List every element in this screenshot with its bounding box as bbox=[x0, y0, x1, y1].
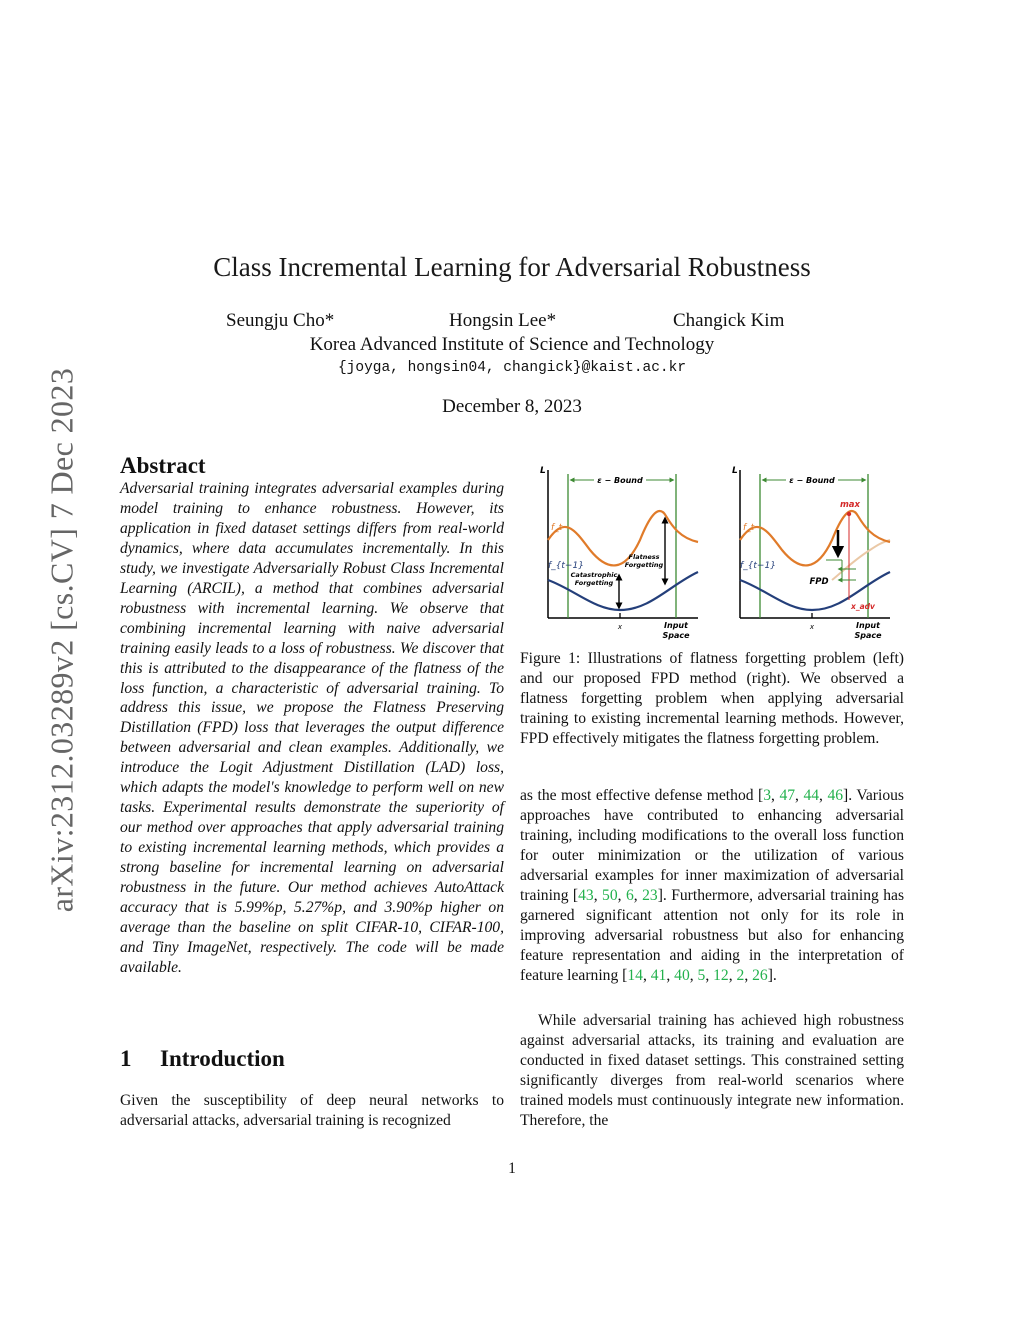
col2-paragraph-1: as the most effective defense method [3, 47, 44, 46]. Various approaches have contributed to enhancing adversarial training, including modifications to the overall loss function for outer minimization or the utilization of various adversarial examples for inner maximization of adversarial training [43, 50, 6, 23]. Furthermore, adversarial training has garnered significant attention not only for its role in improving adversarial robustness but also for enhancing feature representation and aiding in the interpretation of feature learning [14, 41, 40, 5, 12, 2, 26]. bbox=[520, 787, 905, 984]
right-ft-label: f_t bbox=[743, 523, 755, 533]
left-ft-label: f_t bbox=[551, 523, 563, 533]
left-annotation-2a: Catastrophic bbox=[570, 571, 618, 579]
citation-link[interactable]: 50 bbox=[602, 887, 618, 904]
paper-title: Class Incremental Learning for Adversarial Robustness bbox=[213, 252, 811, 282]
right-bound-label: ε − Bound bbox=[789, 476, 835, 485]
right-xadv-label: x_adv bbox=[851, 602, 875, 611]
author-1: Seungju Cho* bbox=[226, 310, 335, 331]
figure-1 bbox=[520, 460, 904, 648]
section-number: 1 bbox=[120, 1046, 132, 1071]
citation-link[interactable]: 3 bbox=[763, 787, 772, 804]
citation-link[interactable]: 43 bbox=[578, 887, 594, 904]
left-annotation-2b: Forgetting bbox=[574, 579, 614, 587]
citation-link[interactable]: 23 bbox=[642, 887, 658, 904]
citation-link[interactable]: 44 bbox=[803, 787, 820, 804]
caption-label: Figure 1: bbox=[520, 650, 581, 667]
right-axis-y-label: L bbox=[732, 466, 738, 476]
author-emails: {joyga, hongsin04, changick}@kaist.ac.kr bbox=[337, 360, 687, 376]
right-input-label-1: Input bbox=[856, 621, 880, 630]
paper-date: December 8, 2023 bbox=[442, 396, 582, 417]
right-fpd-label: FPD bbox=[809, 577, 829, 587]
citation-link[interactable]: 47 bbox=[779, 787, 796, 804]
right-x-label: x bbox=[809, 623, 815, 631]
citation-link[interactable]: 6 bbox=[625, 887, 634, 904]
left-annotation-1b: Forgetting bbox=[624, 561, 664, 569]
page-number: 1 bbox=[508, 1160, 516, 1177]
citation-link[interactable]: 12 bbox=[713, 967, 729, 984]
left-axis-y-label: L bbox=[540, 466, 546, 476]
figure-1-illustration bbox=[520, 460, 904, 648]
abstract-text: Adversarial training integrates adversarial examples during model training to enhance robustness. However, its application in fixed dataset settings differs from real-world dynamics, where data accumulates incrementally. In this study, we investigate Adversarially Robust Class Incremental Learning (ARCIL), a method that combines adversarial robustness with incremental learning. We observe that combining incremental learning with naive adversarial training easily leads to a loss of robustness. We discover that this is attributed to the disappearance of the flatness of the loss function, a characteristic of adversarial training. To address this issue, we propose the Flatness Preserving Distillation (FPD) loss that leverages the output difference between adversarial and clean examples. Additionally, we introduce the Logit Adjustment Distillation (LAD) loss, which adapts the model's knowledge to perform well on new tasks. Experimental results demonstrate the superiority of our method over approaches that apply adversarial training to existing incremental learning methods, which provides a strong baseline for incremental learning on adversarial robustness in the future. Our method achieves AutoAttack accuracy that is 5.99%p, 5.27%p, and 3.90%p higher on average than the baseline on split CIFAR-10, CIFAR-100, and Tiny ImageNet, respectively. The code will be made available. bbox=[120, 480, 504, 976]
affiliation: Korea Advanced Institute of Science and Technology bbox=[309, 334, 715, 355]
citation-link[interactable]: 14 bbox=[627, 967, 643, 984]
left-bound-label: ε − Bound bbox=[597, 476, 643, 485]
right-max-label: max bbox=[839, 500, 861, 510]
citation-link[interactable]: 46 bbox=[827, 787, 844, 804]
left-annotation-1a: Flatness bbox=[628, 553, 660, 561]
citation-link[interactable]: 2 bbox=[736, 967, 745, 984]
author-3: Changick Kim bbox=[673, 310, 785, 331]
right-ft-1-label: f_{t−1} bbox=[740, 561, 776, 571]
col2-paragraph-2: While adversarial training has achieved high robustness against adversarial attacks, its training and evaluation are conducted in fixed dataset settings. This constrained setting significantly diverges from real-world scenarios where trained models must continuously integrate new information. Therefore, the bbox=[520, 1012, 904, 1129]
figure-1-caption bbox=[520, 649, 904, 749]
citation-link[interactable]: 41 bbox=[650, 967, 667, 984]
left-input-label-2: Space bbox=[662, 631, 690, 640]
figure-left-panel bbox=[540, 466, 698, 640]
citation-link[interactable]: 40 bbox=[674, 967, 690, 984]
section-heading-introduction bbox=[120, 1046, 285, 1072]
left-ft-1-label: f_{t−1} bbox=[548, 561, 584, 571]
introduction-text: Given the susceptibility of deep neural networks to adversarial attacks, adversarial training is recognized bbox=[120, 1092, 504, 1129]
citation-link[interactable]: 26 bbox=[752, 967, 768, 984]
left-x-label: x bbox=[617, 623, 623, 631]
citation-link[interactable]: 5 bbox=[697, 967, 706, 984]
author-2: Hongsin Lee* bbox=[449, 310, 557, 331]
right-input-label-2: Space bbox=[854, 631, 882, 640]
left-input-label-1: Input bbox=[664, 621, 688, 630]
abstract-heading: Abstract bbox=[120, 453, 206, 478]
caption-text: Illustrations of flatness forgetting problem (left) and our proposed FPD method (right). We observed a flatness forgetting problem when applying adversarial training to existing incremental learning methods. However, FPD effectively mitigates the flatness forgetting problem. bbox=[520, 650, 904, 747]
section-title: Introduction bbox=[160, 1046, 285, 1071]
figure-right-panel bbox=[732, 466, 890, 640]
